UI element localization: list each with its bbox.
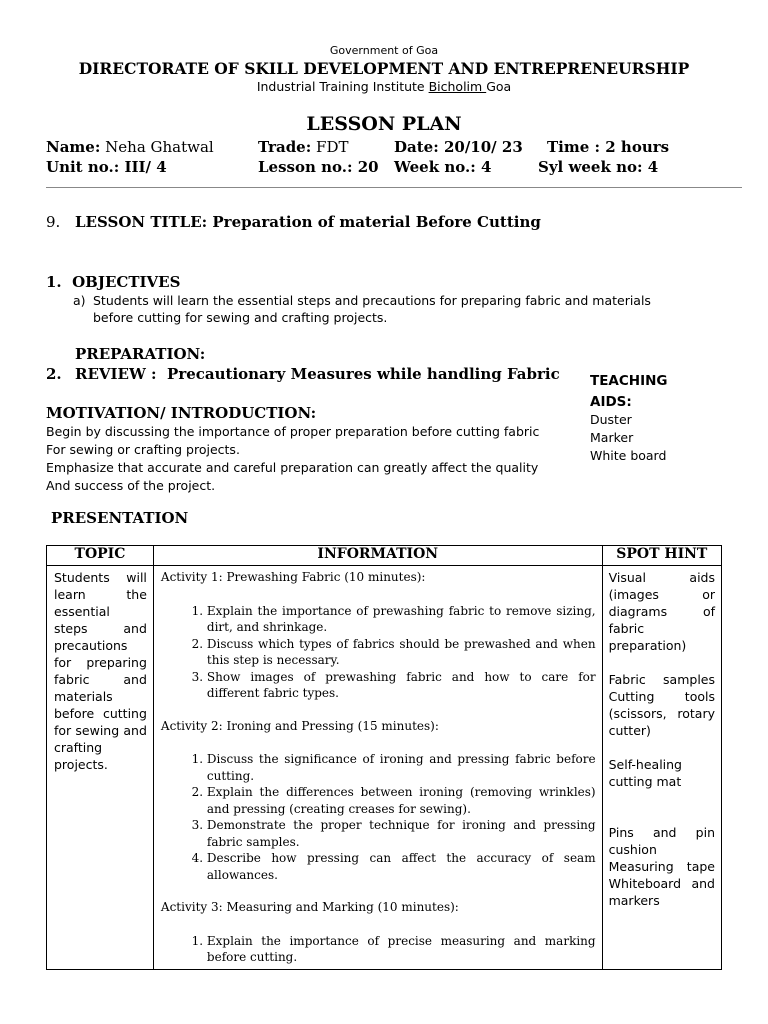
spot-hint-cell xyxy=(602,566,721,970)
teaching-aids-heading-2: AIDS: xyxy=(590,394,632,410)
column-header-topic: TOPIC xyxy=(47,546,154,566)
trade-label: Trade: xyxy=(258,138,312,156)
presentation-heading: PRESENTATION xyxy=(51,509,189,527)
activity-title: Activity 1: Prewashing Fabric (10 minutes): xyxy=(160,570,426,584)
review-number: 2. xyxy=(46,365,62,383)
teaching-aids-list xyxy=(590,411,666,465)
institute-place: Bicholim xyxy=(428,79,487,94)
teaching-aid-item: White board xyxy=(590,448,667,463)
trade-value: FDT xyxy=(311,138,349,156)
name-field xyxy=(46,138,214,156)
objective-text-1: Students will learn the essential steps and precautions for preparing fabric and materials xyxy=(93,293,651,308)
list-item: 2. Discuss which types of fabrics should be prewashed and when this step is necessary. xyxy=(207,636,596,669)
activity-list xyxy=(161,933,596,966)
date-label: Date: 20/10/ 23 xyxy=(394,138,523,156)
date-field xyxy=(394,138,523,156)
week-label: Week no.: 4 xyxy=(394,158,492,176)
motivation-heading: MOTIVATION/ INTRODUCTION: xyxy=(46,404,317,422)
objectives-heading: 1. OBJECTIVES xyxy=(46,273,181,291)
teaching-aid-item: Marker xyxy=(590,430,634,445)
activity-list xyxy=(161,751,596,883)
objective-text-2: before cutting for sewing and crafting projects. xyxy=(93,310,388,325)
name-value: Neha Ghatwal xyxy=(100,138,214,156)
lesson-label: Lesson no.: 20 xyxy=(258,158,379,176)
institute-prefix: Industrial Training Institute xyxy=(256,79,429,94)
motivation-text xyxy=(46,423,539,495)
lesson-field xyxy=(258,158,379,176)
syl-week-label: Syl week no: 4 xyxy=(538,158,659,176)
list-item: 3. Show images of prewashing fabric and how to care for different fabric types. xyxy=(207,669,596,702)
motivation-line: For sewing or crafting projects. xyxy=(46,442,240,457)
activity-list xyxy=(161,603,596,702)
presentation-table xyxy=(46,545,722,970)
trade-field xyxy=(258,138,348,156)
page-title: LESSON PLAN xyxy=(306,113,462,135)
spot-hint: Pins and pin cushion Measuring tape Whiteboard and markers xyxy=(608,825,715,908)
institute-line xyxy=(0,79,768,94)
activity-title: Activity 3: Measuring and Marking (10 minutes): xyxy=(160,900,459,914)
information-cell xyxy=(153,566,602,970)
syl-week-field xyxy=(538,158,658,176)
activity-title: Activity 2: Ironing and Pressing (15 minutes): xyxy=(160,718,439,733)
lesson-title-number: 9. xyxy=(46,213,61,231)
directorate-title: DIRECTORATE OF SKILL DEVELOPMENT AND ENTREPRENEURSHIP xyxy=(78,59,690,78)
teaching-aids-heading xyxy=(590,371,668,413)
column-header-information: INFORMATION xyxy=(153,546,602,566)
motivation-line: And success of the project. xyxy=(46,478,216,493)
review-heading: REVIEW : Precautionary Measures while handling Fabric xyxy=(75,365,560,383)
list-item: 1. Explain the importance of precise measuring and marking before cutting. xyxy=(207,933,596,966)
motivation-line: Begin by discussing the importance of proper preparation before cutting fabric xyxy=(46,424,540,439)
unit-label: Unit no.: III/ 4 xyxy=(46,158,167,176)
institute-suffix: Goa xyxy=(486,79,512,94)
name-label: Name: xyxy=(46,138,101,156)
topic-cell: Students will learn the essential steps and precautions for preparing fabric and materials before cutting for sewing and crafting projects. xyxy=(47,566,154,970)
spot-hint: Self-healing cutting mat xyxy=(608,757,682,789)
lesson-title: LESSON TITLE: Preparation of material Before Cutting xyxy=(75,213,541,231)
time-label: Time : 2 hours xyxy=(547,138,670,156)
list-item: 1. Discuss the significance of ironing and pressing fabric before cutting. xyxy=(207,751,596,784)
week-field xyxy=(394,158,491,176)
list-item: 2. Explain the differences between ironing (removing wrinkles) and pressing (creating creases for sewing). xyxy=(207,784,596,817)
teaching-aid-item: Duster xyxy=(590,412,632,427)
table-header-row xyxy=(47,546,722,566)
column-header-spot-hint: SPOT HINT xyxy=(602,546,721,566)
preparation-heading: PREPARATION: xyxy=(75,345,206,363)
motivation-line: Emphasize that accurate and careful preparation can greatly affect the quality xyxy=(46,460,539,475)
list-item: 3. Demonstrate the proper technique for ironing and pressing fabric samples. xyxy=(207,817,596,850)
objective-marker: a) xyxy=(73,293,86,308)
spot-hint: Fabric samples Cutting tools (scissors, rotary cutter) xyxy=(608,672,715,738)
table-row xyxy=(47,566,722,970)
divider xyxy=(46,187,742,188)
list-item: 4. Describe how pressing can affect the accuracy of seam allowances. xyxy=(207,850,596,883)
government-label: Government of Goa xyxy=(329,44,439,57)
unit-field xyxy=(46,158,167,176)
spot-hint: Visual aids (images or diagrams of fabric preparation) xyxy=(608,570,715,653)
time-field xyxy=(547,138,669,156)
list-item: 1. Explain the importance of prewashing fabric to remove sizing, dirt, and shrinkage. xyxy=(207,603,596,636)
teaching-aids-heading-1: TEACHING xyxy=(590,373,668,389)
